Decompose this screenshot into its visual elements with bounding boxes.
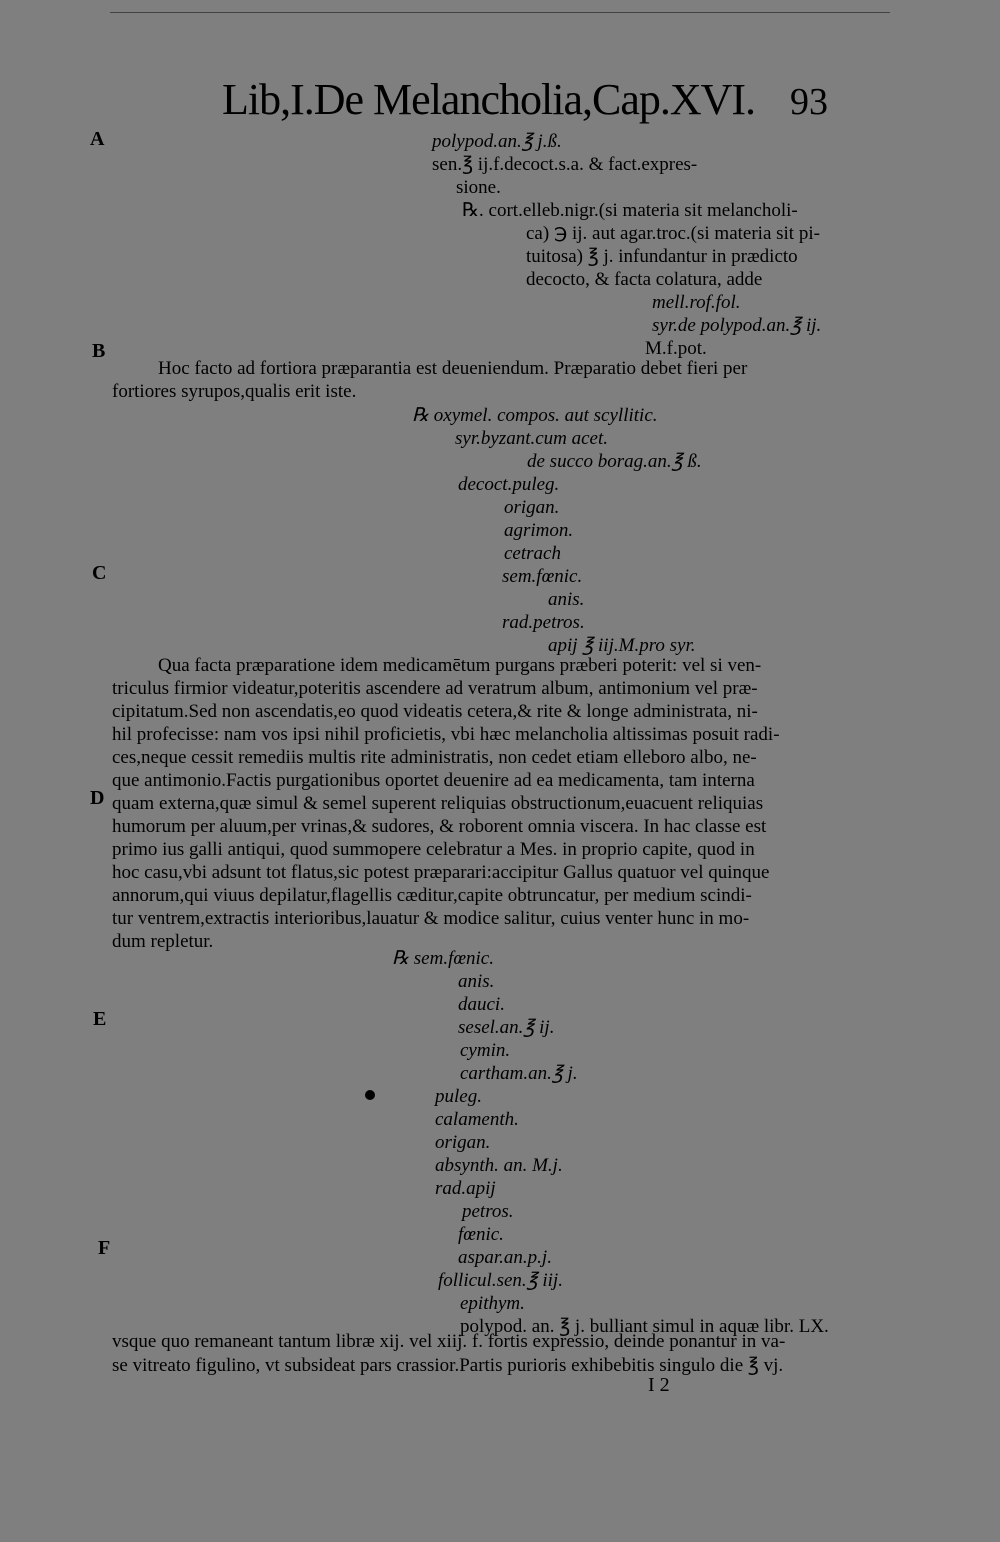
- recipe2-line: syr.byzant.cum acet.: [455, 428, 609, 449]
- recipe3-line: ℞ sem.fœnic.: [392, 948, 494, 969]
- recipe3-line: calamenth.: [435, 1109, 519, 1130]
- paragraph2-line: tur ventrem,extractis interioribus,lauatur & modice salitur, cuius venter hunc in mo-: [112, 908, 750, 929]
- recipe2-line: de succo borag.an.℥ ß.: [527, 451, 702, 472]
- margin-letter-e: E: [93, 1008, 107, 1030]
- paragraph2-line: dum repletur.: [112, 931, 214, 952]
- recipe3-line: cymin.: [460, 1040, 511, 1061]
- paragraph2-line: humorum per aluum,per vrinas,& sudores, & roborent omnia viscera. In hac classe est: [112, 816, 767, 837]
- recipe1-line: M.f.pot.: [645, 338, 707, 359]
- page-number: 93: [790, 81, 828, 123]
- paragraph2-line: ces,neque cessit remediis multis rite administratis, non cedet etiam elleboro albo, ne-: [112, 747, 757, 768]
- recipe3-line: dauci.: [458, 994, 505, 1015]
- recipe2-line: anis.: [548, 589, 585, 610]
- recipe2-line: origan.: [504, 497, 560, 518]
- paragraph2-line: annorum,qui viuus depilatur,flagellis cæditur,capite obtruncatur, per medium scindi-: [112, 885, 752, 906]
- paragraph2-line: que antimonio.Factis purgationibus oportet deuenire ad ea medicamenta, tam interna: [112, 770, 755, 791]
- paragraph3-line: vsque quo remaneant tantum libræ xij. vel xiij. f. fortis expressio, deinde ponantur in va-: [112, 1331, 786, 1352]
- recipe3-line: petros.: [462, 1201, 514, 1222]
- recipe1-line: sen.℥ ij.f.decoct.s.a. & fact.expres-: [432, 154, 698, 175]
- recipe3-line: epithym.: [460, 1293, 525, 1314]
- margin-letter-b: B: [92, 340, 106, 362]
- recipe3-line: rad.apij: [435, 1178, 496, 1199]
- margin-letter-d: D: [90, 787, 105, 809]
- top-rule: [110, 12, 890, 13]
- recipe3-line: cartham.an.℥ j.: [460, 1063, 578, 1084]
- recipe3-line: fœnic.: [458, 1224, 504, 1245]
- margin-letter-f: F: [98, 1237, 111, 1259]
- recipe1-line: tuitosa) ℥ j. infundantur in prædicto: [526, 246, 798, 267]
- recipe3-line: puleg.: [435, 1086, 482, 1107]
- recipe2-line: agrimon.: [504, 520, 574, 541]
- recipe1-line: ℞. cort.elleb.nigr.(si materia sit melancholi-: [462, 200, 798, 221]
- recipe3-line: absynth. an. M.j.: [435, 1155, 563, 1176]
- recipe2-line: sem.fœnic.: [502, 566, 583, 587]
- paragraph2-line: hoc casu,vbi adsunt tot flatus,sic potest præparari:accipitur Gallus quatuor vel quinque: [112, 862, 770, 883]
- recipe2-line: cetrach: [504, 543, 561, 564]
- recipe3-line: follicul.sen.℥ iij.: [438, 1270, 563, 1291]
- recipe3-line: aspar.an.p.j.: [458, 1247, 552, 1268]
- recipe1-line: decocto, & facta colatura, adde: [526, 269, 763, 290]
- paragraph1-line: fortiores syrupos,qualis erit iste.: [112, 381, 357, 402]
- recipe3-line: origan.: [435, 1132, 491, 1153]
- margin-letter-c: C: [92, 562, 107, 584]
- paragraph2-line: cipitatum.Sed non ascendatis,eo quod videatis cetera,& rite & longe administrata, ni-: [112, 701, 758, 722]
- recipe1-line: sione.: [456, 177, 501, 198]
- paragraph3-line: se vitreato figulino, vt subsideat pars crassior.Partis purioris exhibebitis singulo die ℥ vj.: [112, 1355, 784, 1376]
- recipe1-line: ca) ℈ ij. aut agar.troc.(si materia sit pi-: [526, 223, 820, 244]
- bullet-mark: [365, 1090, 375, 1100]
- paragraph2-line: triculus firmior videatur,poteritis ascendere ad veratrum album, antimonium vel præ-: [112, 678, 758, 699]
- recipe2-line: ℞ oxymel. compos. aut scyllitic.: [412, 405, 658, 426]
- paragraph2-line: Qua facta præparatione idem medicamētum purgans præberi poterit: vel si ven-: [158, 655, 762, 676]
- recipe2-line: apij ℥ iij.M.pro syr.: [548, 635, 696, 656]
- recipe1-line: polypod.an.℥ j.ß.: [432, 131, 562, 152]
- recipe1-line: syr.de polypod.an.℥ ij.: [652, 315, 822, 336]
- signature-mark: I 2: [648, 1374, 670, 1396]
- recipe3-line: polypod. an. ℥ j. bulliant simul in aquæ libr. LX.: [460, 1316, 829, 1337]
- margin-letter-a: A: [90, 128, 105, 150]
- recipe2-line: decoct.puleg.: [458, 474, 560, 495]
- paragraph2-line: quam externa,quæ simul & semel superent reliquias obstructionum,euacuent reliquias: [112, 793, 764, 814]
- paragraph1-line: Hoc facto ad fortiora præparantia est deueniendum. Præparatio debet fieri per: [158, 358, 748, 379]
- recipe2-line: rad.petros.: [502, 612, 585, 633]
- recipe3-line: anis.: [458, 971, 495, 992]
- paragraph2-line: hil profecisse: nam vos ipsi nihil proficietis, vbi hæc melancholia altissimas posuit radi-: [112, 724, 780, 745]
- recipe1-line: mell.rof.fol.: [652, 292, 741, 313]
- paragraph2-line: primo ius galli antiqui, quod summopere celebratur a Mes. in proprio capite, quod in: [112, 839, 755, 860]
- running-head-title: Lib,I.De Melancholia,Cap.XVI.: [222, 75, 756, 124]
- recipe3-line: sesel.an.℥ ij.: [458, 1017, 555, 1038]
